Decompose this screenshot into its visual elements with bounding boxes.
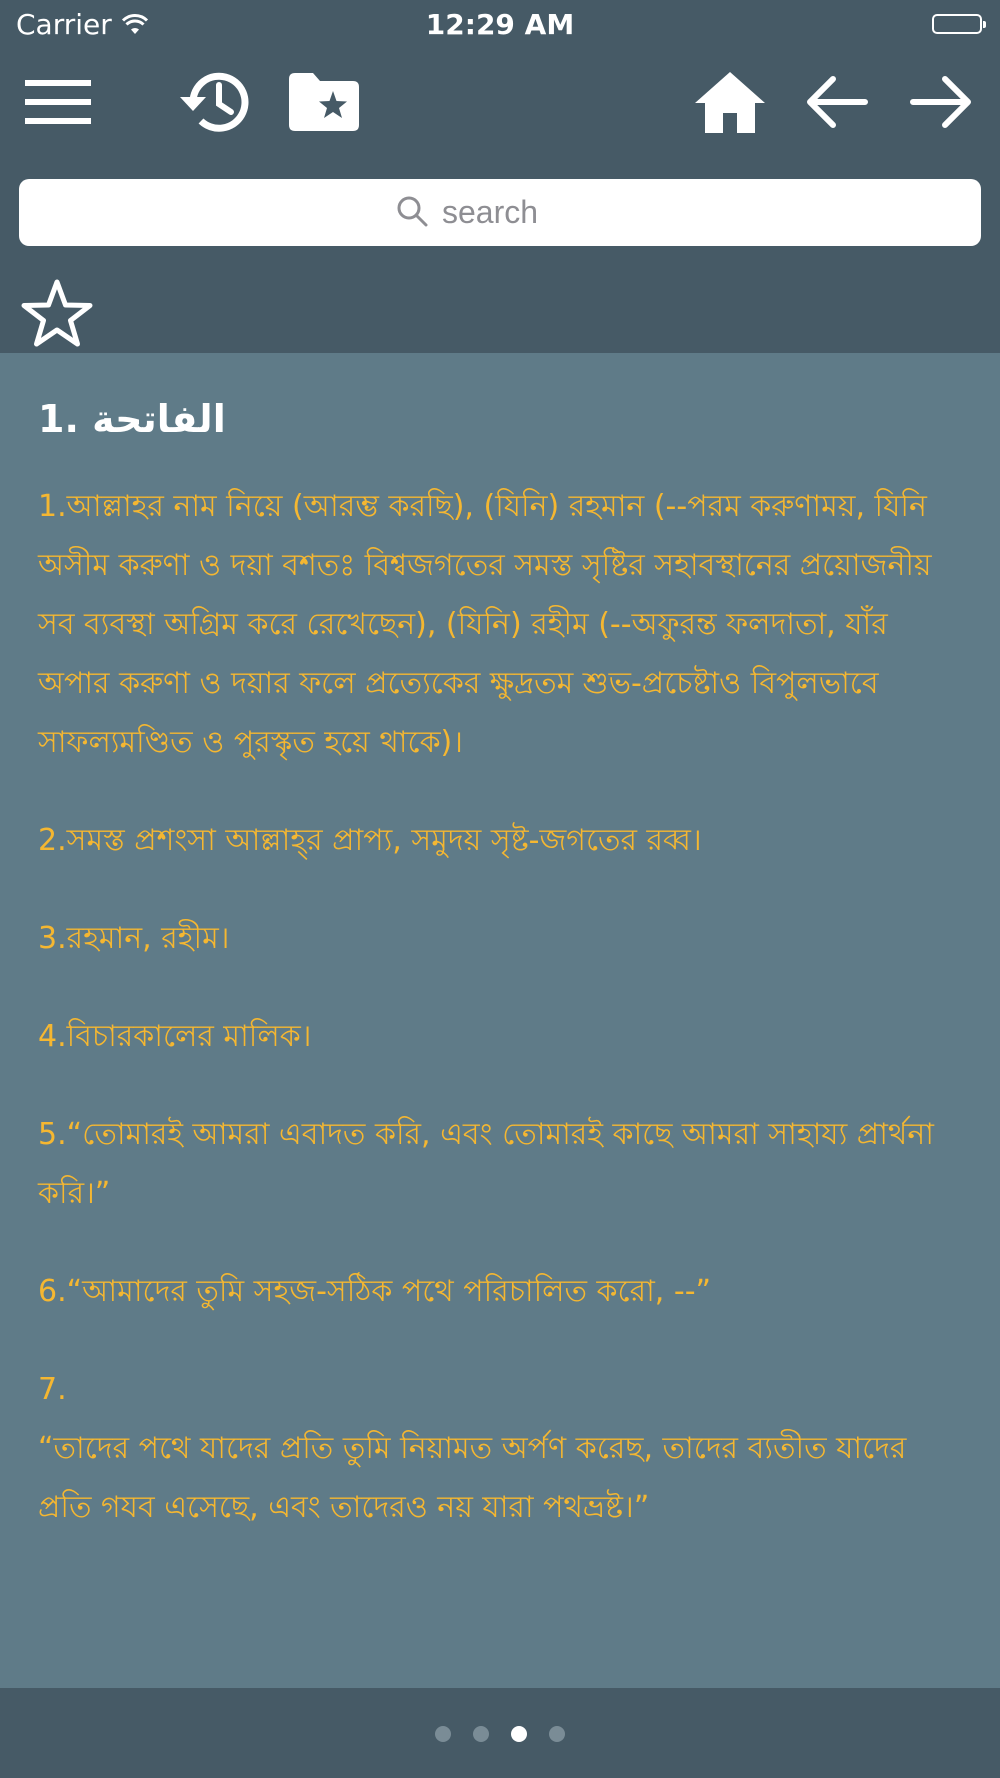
back-arrow-icon xyxy=(805,74,869,130)
verse-3: 3.রহমান, রহীম। xyxy=(38,921,230,956)
favorites-folder-button[interactable] xyxy=(286,64,362,140)
surah-content xyxy=(0,353,1000,1688)
menu-button[interactable] xyxy=(20,64,96,140)
page-dot-1[interactable] xyxy=(435,1726,451,1742)
status-time: 12:29 AM xyxy=(425,8,575,41)
top-bar xyxy=(0,0,1000,353)
verse-7-text: “তাদের পথে যাদের প্রতি তুমি নিয়ামত অর্পণ করেছ, তাদের ব্যতীত যাদের প্রতি গযব এসেছে, এবং তাদেরও নয় যারা পথভ্রষ্ট।” xyxy=(38,1431,907,1525)
history-icon xyxy=(176,65,256,139)
search-bar[interactable] xyxy=(19,179,981,246)
surah-title: 1. الفاتحة xyxy=(38,397,226,441)
carrier-label: Carrier xyxy=(16,8,112,41)
verse-2: 2.সমস্ত প্রশংসা আল্লাহ্‌র প্রাপ্য, সমুদয় সৃষ্ট-জগতের রব্ব। xyxy=(38,823,702,858)
forward-arrow-icon xyxy=(909,74,973,130)
home-icon xyxy=(693,69,767,135)
favorites-folder-icon xyxy=(287,71,361,133)
star-outline-icon xyxy=(20,278,94,348)
page-dot-3-active[interactable] xyxy=(511,1726,527,1742)
battery-icon xyxy=(932,14,982,34)
forward-button[interactable] xyxy=(906,64,976,140)
home-button[interactable] xyxy=(692,64,768,140)
page-dot-2[interactable] xyxy=(473,1726,489,1742)
back-button[interactable] xyxy=(802,64,872,140)
verse-7-number: 7. xyxy=(38,1372,67,1407)
search-icon xyxy=(396,195,428,231)
history-button[interactable] xyxy=(176,64,256,140)
verse-6: 6.“আমাদের তুমি সহজ-সঠিক পথে পরিচালিত করো, --” xyxy=(38,1274,712,1309)
page-dot-4[interactable] xyxy=(549,1726,565,1742)
verse-5: 5.“তোমারই আমরা এবাদত করি, এবং তোমারই কাছে আমরা সাহায্য প্রার্থনা করি।” xyxy=(38,1117,934,1211)
page-indicator xyxy=(0,1726,1000,1742)
verse-4: 4.বিচারকালের মালিক। xyxy=(38,1019,312,1054)
favorite-star-button[interactable] xyxy=(20,278,94,348)
verse-1: 1.আল্লাহর নাম নিয়ে (আরম্ভ করছি), (যিনি) রহমান (--পরম করুণাময়, যিনি অসীম করুণা ও দয়া বশতঃ বিশ্বজগতের সমস্ত সৃষ্টির সহাবস্থানের প্রয়োজনীয় সব ব্যবস্থা অগ্রিম করে রেখেছেন), (যিনি) রহীম (--অফুরন্ত ফলদাতা, যাঁর অপার করুণা ও দয়ার ফলে প্রত্যেকের ক্ষুদ্রতম শুভ-প্রচেষ্টাও বিপুলভাবে সাফল্যমণ্ডিত ও পুরস্কৃত হয়ে থাকে)। xyxy=(38,489,932,760)
search-input[interactable] xyxy=(440,193,604,232)
bottom-bar xyxy=(0,1688,1000,1778)
status-bar xyxy=(0,0,1000,50)
menu-icon xyxy=(23,76,93,128)
